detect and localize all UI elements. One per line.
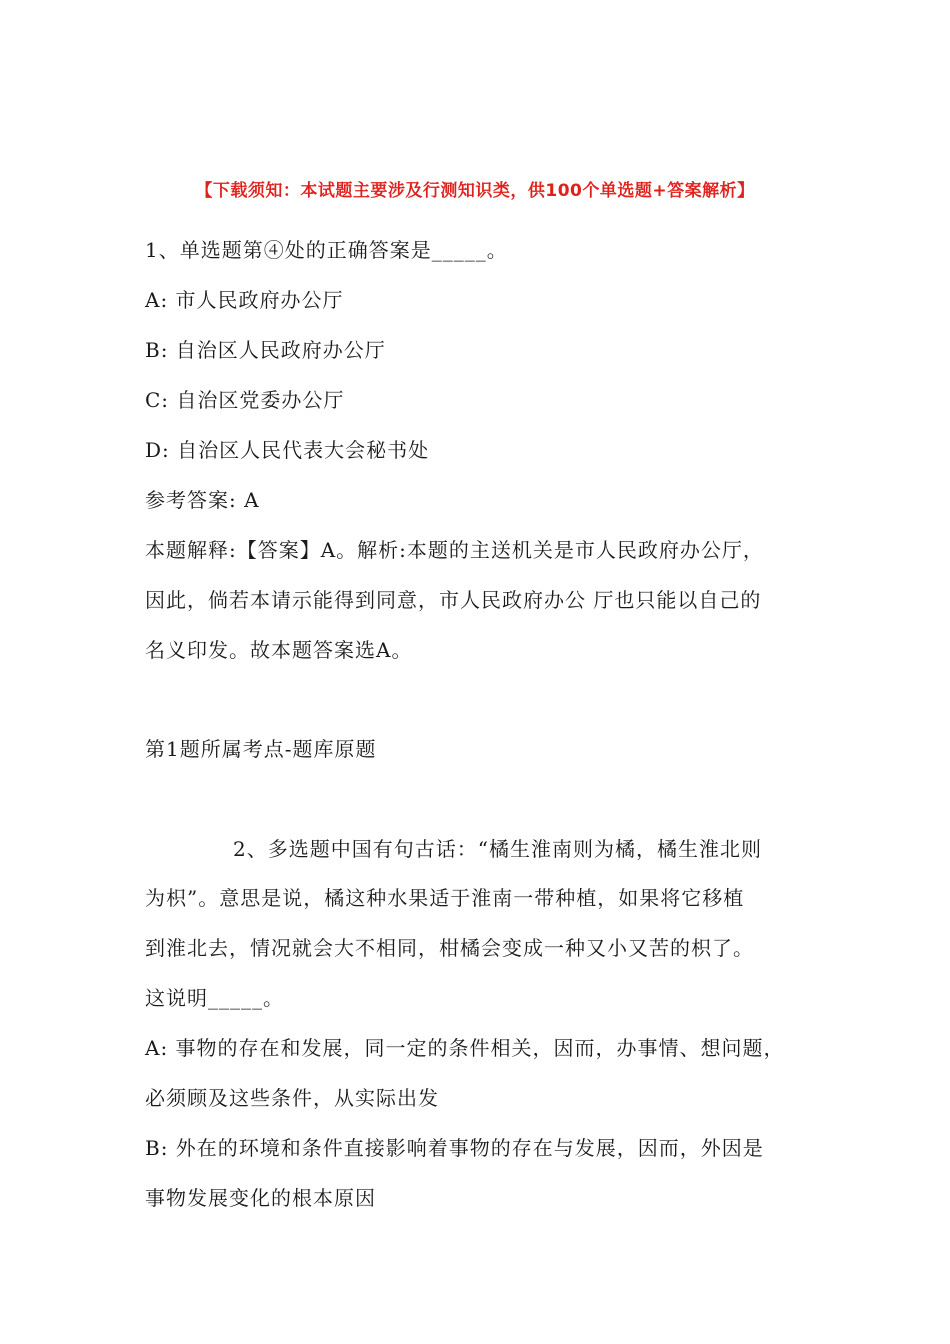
download-notice: 【下载须知：本试题主要涉及行测知识类，供100个单选题+答案解析】 — [195, 181, 755, 201]
question-2-text-line-1: 2、多选题中国有句古话：“橘生淮南则为橘，橘生淮北则 — [233, 837, 762, 861]
question-1-option-a: A: 市人民政府办公厅 — [145, 288, 344, 312]
question-2-text-line-4: 这说明_____。 — [145, 986, 284, 1010]
question-2-text-line-2: 为枳”。意思是说，橘这种水果适于淮南一带种植，如果将它移植 — [145, 886, 745, 910]
question-1-text: 1、单选题第④处的正确答案是_____。 — [145, 238, 508, 262]
question-2-option-b-line-1: B: 外在的环境和条件直接影响着事物的存在与发展，因而，外因是 — [145, 1136, 764, 1160]
question-1-explanation-line-1: 本题解释:【答案】A。解析:本题的主送机关是市人民政府办公厅， — [145, 538, 764, 562]
question-1-option-c: C: 自治区党委办公厅 — [145, 388, 345, 412]
question-2-option-b-line-2: 事物发展变化的根本原因 — [145, 1186, 376, 1210]
question-1-explanation-line-3: 名义印发。故本题答案选A。 — [145, 638, 413, 662]
question-1-point: 第1题所属考点-题库原题 — [145, 737, 377, 761]
question-2-option-a-line-1: A: 事物的存在和发展，同一定的条件相关，因而，办事情、想问题， — [145, 1036, 785, 1060]
question-1-option-b: B: 自治区人民政府办公厅 — [145, 338, 386, 362]
question-2-text-line-3: 到淮北去，情况就会大不相同，柑橘会变成一种又小又苦的枳了。 — [145, 936, 754, 960]
question-2-option-a-line-2: 必须顾及这些条件，从实际出发 — [145, 1086, 439, 1110]
question-1-answer: 参考答案: A — [145, 488, 260, 512]
question-1-option-d: D: 自治区人民代表大会秘书处 — [145, 438, 430, 462]
question-1-explanation-line-2: 因此，倘若本请示能得到同意，市人民政府办公 厅也只能以自己的 — [145, 588, 762, 612]
